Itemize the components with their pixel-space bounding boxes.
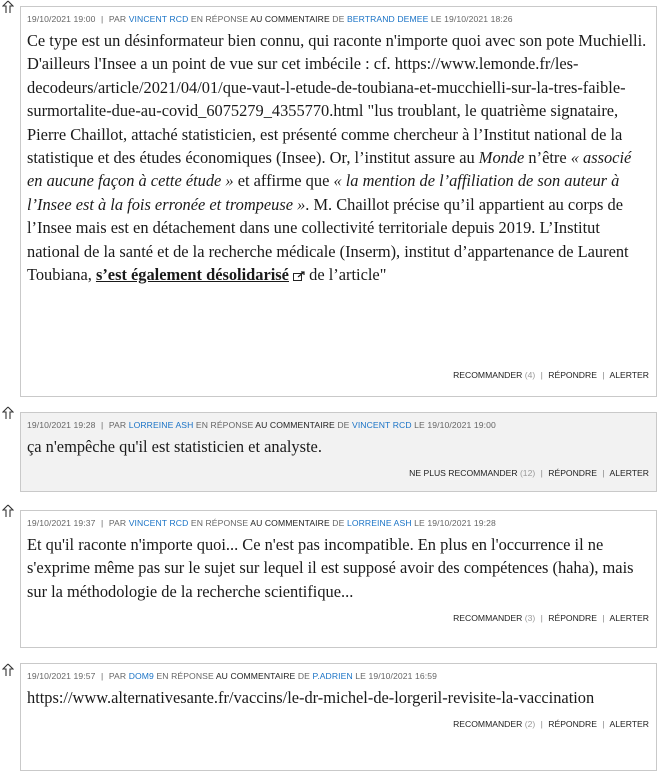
unrecommend-button[interactable]: NE PLUS RECOMMANDER: [409, 468, 518, 479]
comment-text-italic: Monde: [478, 148, 525, 168]
meta-de: DE: [332, 518, 345, 528]
comment-actions: [21, 603, 656, 623]
comment-text: Et qu'il raconte n'importe quoi... Ce n'est pas incompatible. En plus en l'occurrence il ne s'exprime même pas sur le sujet sur lequel il est supposé avoir des compétences (haha), mais sur la méthodologie de la recherche scientifique...: [27, 535, 634, 601]
comment-meta: [21, 664, 656, 681]
target-datetime: 19/10/2021 18:26: [444, 14, 513, 24]
meta-en-reponse: EN RÉPONSE: [156, 671, 214, 681]
target-datetime: 19/10/2021 16:59: [368, 671, 438, 681]
comment-text: https://www.alternativesante.fr/vaccins/le-dr-michel-de-lorgeril-revisite-la-vaccination: [27, 688, 595, 707]
action-separator: |: [540, 370, 543, 380]
comment-meta: [21, 7, 656, 24]
recommend-button[interactable]: RECOMMANDER: [453, 370, 523, 380]
comment-text: ça n'empêche qu'il est statisticien et analyste.: [27, 437, 322, 456]
comment-card: [20, 663, 657, 771]
reply-button[interactable]: RÉPONDRE: [548, 468, 597, 479]
recommend-button[interactable]: RECOMMANDER: [453, 719, 523, 730]
meta-en-reponse: EN RÉPONSE: [190, 14, 249, 24]
author-link[interactable]: VINCENT RCD: [128, 14, 189, 24]
comment-datetime: 19/10/2021 19:28: [27, 420, 96, 430]
reply-button[interactable]: RÉPONDRE: [548, 613, 597, 624]
alert-button[interactable]: ALERTER: [609, 613, 649, 624]
reply-arrow-icon: [2, 406, 14, 420]
comment-text-segment: . M. Chaillot précise qu’il appartient au corps de l’Insee mais est en détachement dans une collectivité territoriale depuis 2019. L’Institut national de la santé et de la recherche médicale (Inserm), institut d’appartenance de Laurent Toubiana,: [27, 194, 629, 285]
article-link[interactable]: s’est également désolidarisé: [95, 265, 289, 285]
comment-datetime: 19/10/2021 19:57: [27, 671, 96, 681]
comment-text-italic: « la mention de l’affiliation de son auteur à l’Insee est à la fois erronée et trompeuse »: [27, 171, 620, 214]
recommend-count: (3): [524, 613, 536, 624]
comment-text-segment: et affirme que: [233, 171, 334, 191]
comment-text-segment: n’être: [524, 148, 571, 168]
comment-meta: [21, 413, 656, 430]
external-link-icon: [293, 271, 305, 281]
parent-comment-link[interactable]: AU COMMENTAIRE: [255, 420, 335, 430]
meta-de: DE: [297, 671, 310, 681]
comment-text-italic: « associé en aucune façon à cette étude »: [27, 148, 632, 191]
recommend-count: (4): [524, 370, 536, 380]
comment-card: [20, 510, 657, 648]
action-separator: |: [602, 719, 605, 730]
alert-button[interactable]: ALERTER: [609, 719, 649, 730]
reply-arrow-icon: [2, 663, 14, 677]
comment-actions: [21, 709, 656, 729]
comment-card: [20, 412, 657, 492]
meta-en-reponse: EN RÉPONSE: [195, 420, 254, 430]
comment-actions: [21, 458, 656, 478]
meta-separator: |: [101, 14, 104, 24]
action-separator: |: [540, 468, 543, 479]
action-separator: |: [602, 370, 605, 380]
parent-comment-link[interactable]: AU COMMENTAIRE: [215, 671, 296, 681]
author-link[interactable]: VINCENT RCD: [128, 518, 189, 528]
comment-datetime: 19/10/2021 19:00: [27, 14, 96, 24]
meta-par: PAR: [108, 671, 127, 681]
recommend-count: (2): [524, 719, 536, 730]
reply-arrow-icon: [2, 0, 14, 14]
comment-actions: [21, 357, 656, 380]
target-author-link[interactable]: P.ADRIEN: [312, 671, 353, 681]
comment-text: [21, 24, 656, 357]
author-link[interactable]: DOM9: [128, 671, 154, 681]
meta-par: PAR: [108, 14, 127, 24]
target-author-link[interactable]: LORREINE ASH: [346, 518, 412, 528]
alert-button[interactable]: ALERTER: [609, 468, 649, 479]
action-separator: |: [602, 613, 605, 624]
meta-le: LE: [414, 420, 425, 430]
meta-par: PAR: [108, 420, 127, 430]
action-separator: |: [540, 719, 543, 730]
reply-arrow-icon: [2, 504, 14, 518]
meta-separator: |: [101, 420, 104, 430]
action-separator: |: [602, 468, 605, 479]
meta-par: PAR: [108, 518, 127, 528]
author-link[interactable]: LORREINE ASH: [128, 420, 194, 430]
meta-separator: |: [101, 671, 104, 681]
target-datetime: 19/10/2021 19:28: [427, 518, 496, 528]
target-datetime: 19/10/2021 19:00: [427, 420, 496, 430]
reply-button[interactable]: RÉPONDRE: [548, 719, 597, 730]
meta-separator: |: [101, 518, 104, 528]
meta-en-reponse: EN RÉPONSE: [190, 518, 249, 528]
parent-comment-link[interactable]: AU COMMENTAIRE: [250, 14, 330, 24]
meta-de: DE: [337, 420, 350, 430]
meta-de: DE: [332, 14, 345, 24]
comment-text-segment: de l’article": [305, 265, 387, 285]
comment-meta: [21, 511, 656, 528]
comment-datetime: 19/10/2021 19:37: [27, 518, 96, 528]
meta-le: LE: [355, 671, 366, 681]
meta-le: LE: [414, 518, 425, 528]
action-separator: |: [540, 613, 543, 624]
target-author-link[interactable]: VINCENT RCD: [351, 420, 412, 430]
alert-button[interactable]: ALERTER: [609, 370, 649, 380]
target-author-link[interactable]: BERTRAND DEMEE: [346, 14, 429, 24]
recommend-count: (12): [519, 468, 536, 479]
parent-comment-link[interactable]: AU COMMENTAIRE: [250, 518, 330, 528]
recommend-button[interactable]: RECOMMANDER: [453, 613, 523, 624]
meta-le: LE: [430, 14, 442, 24]
comment-text-segment: Ce type est un désinformateur bien connu, qui raconte n'importe quoi avec son pote Muchielli. D'ailleurs l'Insee a un point de vue sur cet imbécile : cf. https://www.lemonde.fr/les-decodeurs/article/2021/04/01/que-vaut-l-etude-de-toubiana-et-mucchielli-sur-la-tres-faible-surmortalite-due-au-covid_6075279_4355770.html "lus troublant, le quatrième signataire, Pierre Chaillot, attaché statisticien, est présenté comme chercheur à l’Institut national de la statistique et des études économiques (Insee). Or, l’institut assure au: [27, 31, 647, 168]
comment-card: [20, 6, 657, 397]
reply-button[interactable]: RÉPONDRE: [548, 370, 597, 380]
